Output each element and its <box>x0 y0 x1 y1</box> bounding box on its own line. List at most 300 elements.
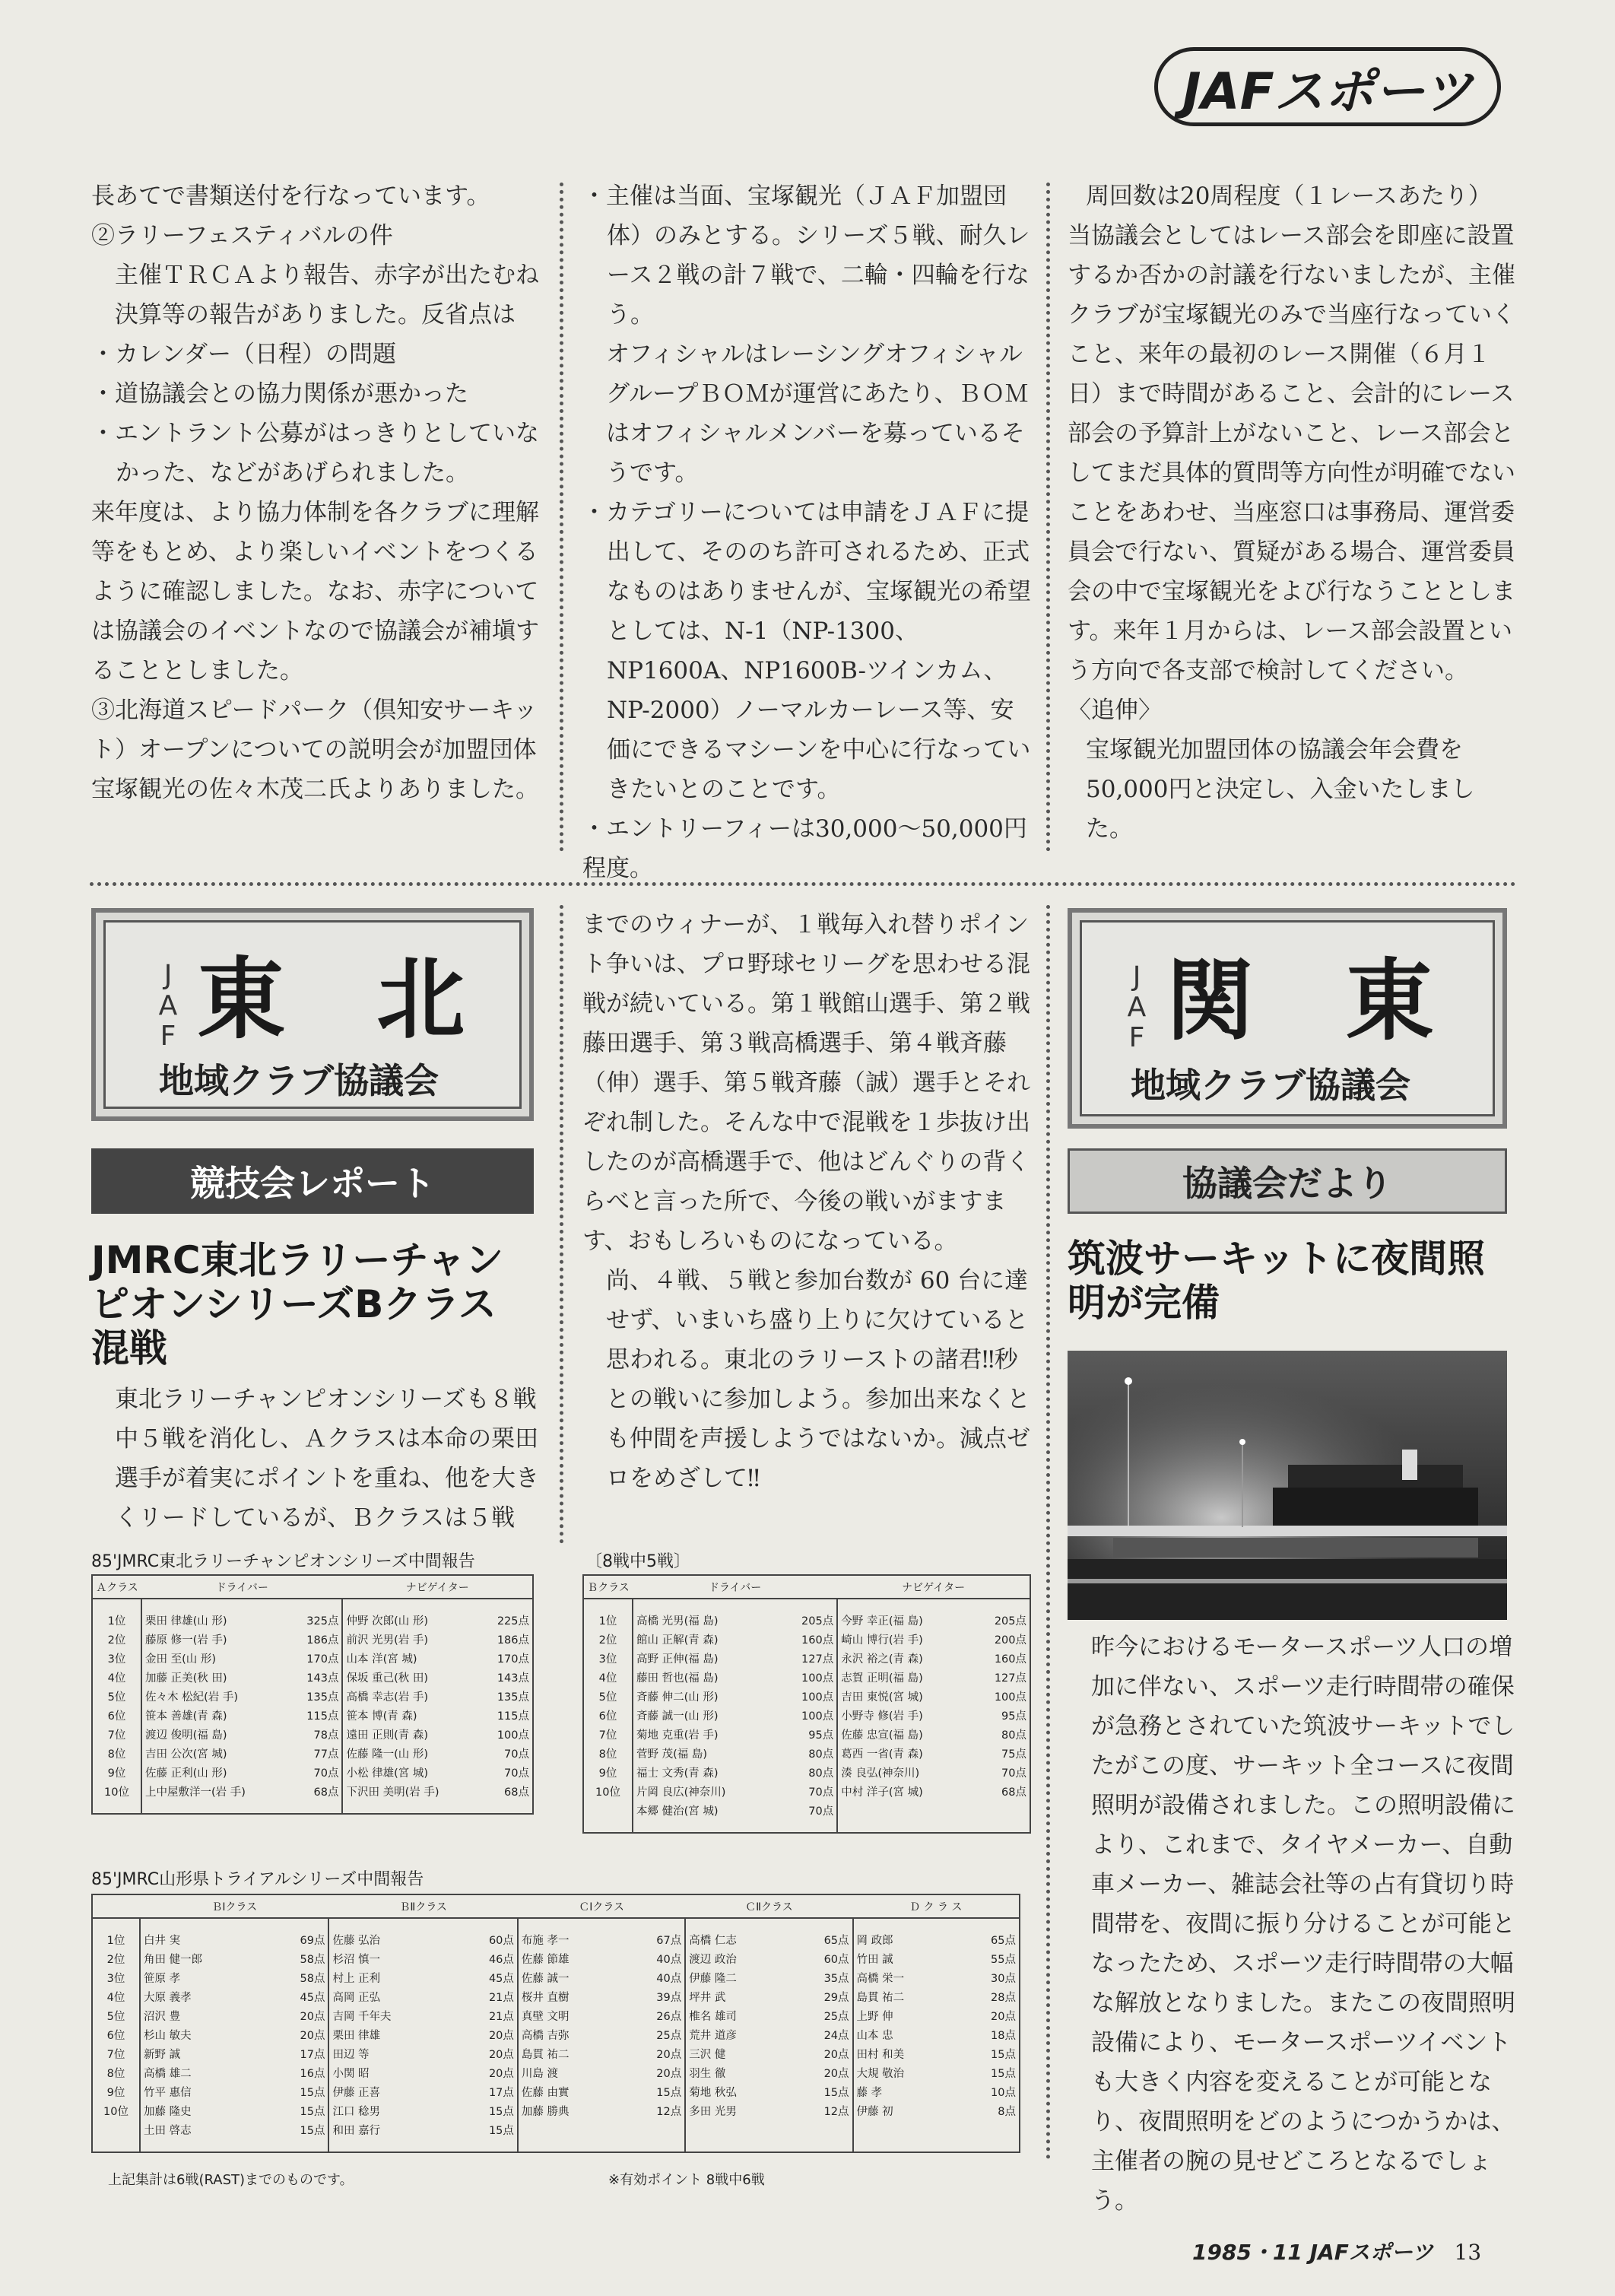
table-cell: 佐藤 隆一(山 形) <box>342 1745 479 1764</box>
table-cell: 佐々木 松紀(岩 手) <box>141 1688 289 1707</box>
paragraph: 当協議会としてはレース部会を即座に設置するか否かの討議を行ないましたが、主催クラブが宝塚観光のみで当座行なっていくこと、来年の最初のレース開催（６月１日）まで時間があること、会計的にレース部会の予算計上がないこと、レース部会としてまだ具体的質問等方向性が明確でないことをあわせ、当座窓口は事務局、運営委員会で行ない、質疑がある場合、運営委員会の中で宝塚観光をよび行なうこととします。来年１月からは、レース部会設置という方向で各支部で検討してください。 <box>1068 222 1515 684</box>
paragraph: 尚、４戦、５戦と参加台数が 60 台に達せず、いまいち盛り上りに欠けていると思われる。東北のラリーストの諸君‼秒との戦いに参加しよう。参加出来なくとも仲間を声援しようではないか。減点ゼロをめざして‼ <box>606 1267 1030 1492</box>
table-row <box>93 1612 532 1631</box>
table-cell: 白井 実 <box>140 1932 267 1951</box>
table-cell: 20点 <box>488 2068 514 2080</box>
table-row <box>93 2065 1019 2084</box>
table-cell: 100点 <box>801 1710 834 1723</box>
table-cell: 70点 <box>808 1786 834 1799</box>
table-cell: 菅野 茂(福 島) <box>633 1745 779 1764</box>
paragraph: ・カテゴリーについては申請をＪＡＦに提出して、そののち許可されるため、正式なものはありませんが、宝塚観光の希望としては、N-1（NP-1300、NP1600A、NP1600B-ツインカム、NP-2000）ノーマルカーレース等、安価にできるマシーンを中心に行なっていきたいとのことです。 <box>582 499 1031 803</box>
table-header <box>93 1895 140 1918</box>
table-cell: 仲野 次郎(山 形) <box>342 1612 479 1631</box>
table-cell: 笹原 孝 <box>140 1970 267 1989</box>
table-cell: 多田 光男 <box>685 2103 791 2122</box>
table-row <box>93 1764 532 1783</box>
table-cell: 21点 <box>488 2011 514 2023</box>
table-cell: 中村 洋子(宮 城) <box>837 1783 972 1802</box>
table-cell: 4位 <box>107 1672 126 1685</box>
table-cell: 20点 <box>300 2011 325 2023</box>
table-cell: 加藤 正美(秋 田) <box>141 1669 289 1688</box>
table-cell: 15点 <box>300 2087 325 2099</box>
table-cell: 高橋 吉弥 <box>518 2027 623 2046</box>
table-cell <box>623 2122 685 2141</box>
table-cell: 高橋 雄二 <box>140 2065 267 2084</box>
table-cell: 78点 <box>313 1729 339 1742</box>
table-header: Ｂクラス <box>584 1576 633 1599</box>
article-body: 昨今におけるモータースポーツ人口の増加に伴ない、スポーツ走行時間帯の確保が急務とされていた筑波サーキットでしたがこの度、サーキット全コースに夜間照明が設備されました。この照明設備により、これまで、タイヤメーカー、自動車メーカー、雑誌会社等の占有貸切り時間帯を、夜間に振り分けることが可能となったため、スポーツ走行時間帯の大幅な解放となりました。またこの夜間照明設備により、モータースポーツイベントも大きく内容を変えることが可能となり、夜間照明をどのようにつかうかは、主催者の腕の見せどころとなるでしょう。 <box>1091 1634 1515 2215</box>
table-header: ドライバー <box>141 1576 342 1599</box>
table-cell: 新野 誠 <box>140 2046 267 2065</box>
paragraph: ・エントラント公募がはっきりとしていなかった、などがあげられました。 <box>91 420 539 487</box>
table-header: Ｄ ク ラ ス <box>853 1895 1019 1918</box>
table-row <box>93 1707 532 1726</box>
table-header: ＢⅠクラス <box>140 1895 328 1918</box>
table-cell: 143点 <box>497 1672 529 1685</box>
table-cell: 15点 <box>488 2125 514 2137</box>
table-cell: 和田 嘉行 <box>328 2122 455 2141</box>
table-cell: 80点 <box>808 1767 834 1780</box>
table-cell: 115点 <box>306 1710 339 1723</box>
table-cell: 5位 <box>106 2011 125 2023</box>
table-cell: 15点 <box>300 2125 325 2137</box>
table-header: ナビゲイター <box>837 1576 1030 1599</box>
table-cell: 1位 <box>106 1935 125 1947</box>
table-cell: 2位 <box>107 1634 126 1647</box>
table-cell: 65点 <box>991 1935 1016 1947</box>
table-cell: 18点 <box>991 2030 1016 2042</box>
table-cell: 山本 忠 <box>853 2027 959 2046</box>
table-cell <box>972 1802 1030 1821</box>
table-cell: 115点 <box>497 1710 529 1723</box>
table-cell: 金田 至(山 形) <box>141 1650 289 1669</box>
table-row <box>93 2046 1019 2065</box>
table-note: 上記集計は6戦(RAST)までのものです。 <box>108 2172 354 2188</box>
table-cell: 70点 <box>1001 1767 1026 1780</box>
table-cell: 高橋 栄一 <box>853 1970 959 1989</box>
column-divider <box>560 905 563 1544</box>
table-cell <box>837 1802 972 1821</box>
table-cell: 崎山 博行(岩 手) <box>837 1631 972 1650</box>
table-cell: 9位 <box>598 1767 617 1780</box>
table-cell: 保坂 重己(秋 田) <box>342 1669 479 1688</box>
region-subtitle: 地域クラブ協議会 <box>159 1060 439 1101</box>
table-cell: 羽生 徹 <box>685 2065 791 2084</box>
table-row <box>93 1745 532 1764</box>
table-cell: 12点 <box>823 2106 849 2118</box>
table-cell <box>685 2122 791 2141</box>
table-cell: 135点 <box>497 1691 529 1704</box>
table-row <box>93 1688 532 1707</box>
article-body-column-2 <box>582 905 1031 1498</box>
table-header: ドライバー <box>633 1576 837 1599</box>
table-cell: 吉田 東悦(宮 城) <box>837 1688 972 1707</box>
table-cell: 佐藤 節雄 <box>518 1951 623 1970</box>
table-cell: 高橋 仁志 <box>685 1932 791 1951</box>
table-cell: 5位 <box>598 1691 617 1704</box>
table-cell: 5位 <box>107 1691 126 1704</box>
table-cell: 7位 <box>106 2049 125 2061</box>
table-cell: 竹田 誠 <box>853 1951 959 1970</box>
table-cell: 佐藤 由實 <box>518 2084 623 2103</box>
table-cell: 80点 <box>1001 1729 1026 1742</box>
table-header: ナビゲイター <box>342 1576 532 1599</box>
table-cell: 葛西 一省(青 森) <box>837 1745 972 1764</box>
table-cell: 高岡 正弘 <box>328 1989 455 2008</box>
table-cell: 栗田 律雄(山 形) <box>141 1612 289 1631</box>
table-row <box>93 2027 1019 2046</box>
table-caption: 85'JMRC東北ラリーチャンピオンシリーズ中間報告 <box>91 1552 475 1571</box>
table-cell: 10位 <box>595 1786 620 1799</box>
table-cell: 55点 <box>991 1954 1016 1966</box>
table-cell: 田村 和美 <box>853 2046 959 2065</box>
table-cell: 9位 <box>106 2087 125 2099</box>
table-cell: 3位 <box>107 1653 126 1666</box>
table-cell: 24点 <box>823 2030 849 2042</box>
table-cell: 加藤 勝典 <box>518 2103 623 2122</box>
table-cell: 沼沢 豊 <box>140 2008 267 2027</box>
issue-date: 1985・11 <box>1192 2240 1302 2265</box>
table-cell: 127点 <box>801 1653 834 1666</box>
table-cell: 205点 <box>801 1615 834 1628</box>
magazine-logo: JAFスポーツ <box>1154 47 1501 126</box>
table-cell: 100点 <box>497 1729 529 1742</box>
table-cell: 15点 <box>823 2087 849 2099</box>
jaf-vertical-label: J A F <box>1127 961 1147 1053</box>
table-row <box>93 1650 532 1669</box>
paragraph: 〈追伸〉 <box>1068 697 1162 724</box>
paragraph: オフィシャルはレーシングオフィシャルグループＢＯＭが運営にあたり、ＢＯＭはオフィシャルメンバーを募っているそうです。 <box>606 341 1029 487</box>
table-cell: 土田 啓志 <box>140 2122 267 2141</box>
table-cell: 17点 <box>300 2049 325 2061</box>
table-cell <box>584 1802 633 1821</box>
table-cell <box>791 2122 852 2141</box>
table-cell: 島貫 祐二 <box>853 1989 959 2008</box>
table-cell: 9位 <box>107 1767 126 1780</box>
table-row <box>93 1951 1019 1970</box>
table-cell: 布施 孝一 <box>518 1932 623 1951</box>
table-cell: 70点 <box>313 1767 339 1780</box>
page-number: 13 <box>1454 2240 1482 2265</box>
table-cell: 伊藤 隆二 <box>685 1970 791 1989</box>
table-cell: 20点 <box>488 2030 514 2042</box>
table-row <box>93 1970 1019 1989</box>
table-cell: 8位 <box>106 2068 125 2080</box>
table-row <box>584 1669 1030 1688</box>
table-cell: 68点 <box>1001 1786 1026 1799</box>
table-cell: 10位 <box>103 2106 129 2118</box>
table-cell: 片岡 良広(神奈川) <box>633 1783 779 1802</box>
paragraph: までのウィナーが、１戦毎入れ替りポイント争いは、プロ野球セリーグを思わせる混戦が続いている。第１戦館山選手、第２戦藤田選手、第３戦高橋選手、第４戦斉藤（伸）選手、第５戦斉藤（誠）選手とそれぞれ制した。そんな中で混戦を１歩抜け出したのが高橋選手で、他はどんぐりの背くらべと言った所で、今後の戦いがますます、おもしろいものになっている。 <box>582 911 1030 1255</box>
table-cell: 村上 正利 <box>328 1970 455 1989</box>
table-cell: 20点 <box>823 2049 849 2061</box>
table-cell: 6位 <box>106 2030 125 2042</box>
table-cell: 127点 <box>994 1672 1026 1685</box>
table-cell: 95点 <box>808 1729 834 1742</box>
table-cell: 今野 幸正(福 島) <box>837 1612 972 1631</box>
table-cell: 10位 <box>104 1786 129 1799</box>
table-row <box>93 1783 532 1802</box>
top-column-3 <box>1068 176 1516 849</box>
table-cell: 69点 <box>300 1935 325 1947</box>
table-cell: 58点 <box>300 1954 325 1966</box>
table-cell: 三沢 健 <box>685 2046 791 2065</box>
table-cell: 佐藤 誠一 <box>518 1970 623 1989</box>
table-cell: 椎名 雄司 <box>685 2008 791 2027</box>
paragraph: 来年度は、より協力体制を各クラブに理解等をもとめ、より楽しいイベントをつくるように確認しました。なお、赤字については協議会のイベントなので協議会が補塡することとしました。 <box>91 499 539 684</box>
table-cell: 1位 <box>107 1615 126 1628</box>
table-header: Ａクラス <box>93 1576 141 1599</box>
table-cell: 4位 <box>598 1672 617 1685</box>
table-cell: 100点 <box>801 1672 834 1685</box>
table-cell: 藤 孝 <box>853 2084 959 2103</box>
table-cell: 8点 <box>998 2106 1016 2118</box>
table-cell: 真壁 文明 <box>518 2008 623 2027</box>
table-cell <box>958 2122 1019 2141</box>
table-caption: 85'JMRC山形県トライアルシリーズ中間報告 <box>91 1870 424 1889</box>
region-name: 東 北 <box>197 948 496 1051</box>
top-column-2 <box>582 176 1031 888</box>
table-cell: 7位 <box>598 1729 617 1742</box>
table-cell: 川島 渡 <box>518 2065 623 2084</box>
table-cell: 20点 <box>823 2068 849 2080</box>
table-cell: 60点 <box>488 1935 514 1947</box>
table-cell: 12点 <box>656 2106 682 2118</box>
table-cell: 70点 <box>808 1805 834 1818</box>
table-cell: 山本 洋(宮 城) <box>342 1650 479 1669</box>
table-cell: 68点 <box>504 1786 529 1799</box>
paragraph: ・道協議会との協力関係が悪かった <box>91 380 468 408</box>
table-row <box>584 1688 1030 1707</box>
table-cell: 40点 <box>656 1973 682 1985</box>
table-cell: 17点 <box>488 2087 514 2099</box>
column-divider <box>1046 905 1050 2160</box>
table-cell: 湊 良弘(神奈川) <box>837 1764 972 1783</box>
table-cell: 福士 文秀(青 森) <box>633 1764 779 1783</box>
table-cell: 小関 昭 <box>328 2065 455 2084</box>
table-cell: 35点 <box>823 1973 849 1985</box>
table-cell: 20点 <box>300 2030 325 2042</box>
table-row <box>93 1726 532 1745</box>
paragraph: ②ラリーフェスティバルの件 <box>91 222 393 249</box>
table-cell: 20点 <box>656 2068 682 2080</box>
table-row <box>584 1707 1030 1726</box>
table-cell: 77点 <box>313 1748 339 1761</box>
table-cell: 25点 <box>656 2030 682 2042</box>
table-row <box>584 1802 1030 1821</box>
trial-series-table <box>93 1895 1019 2152</box>
table-cell: 前沢 光男(岩 手) <box>342 1631 479 1650</box>
table-cell: 225点 <box>497 1615 529 1628</box>
table-cell: 7位 <box>107 1729 126 1742</box>
table-cell: 上野 伸 <box>853 2008 959 2027</box>
table-cell: 渡辺 政治 <box>685 1951 791 1970</box>
region-subtitle: 地域クラブ協議会 <box>1131 1065 1410 1106</box>
paragraph: ・カレンダー（日程）の問題 <box>91 341 396 368</box>
table-cell: 70点 <box>504 1767 529 1780</box>
table-cell: 小野寺 修(岩 手) <box>837 1707 972 1726</box>
table-cell: 8位 <box>598 1748 617 1761</box>
table-row <box>93 2008 1019 2027</box>
kanto-region-box <box>1068 908 1507 1129</box>
table-row <box>93 1989 1019 2008</box>
table-cell: 杉沼 慎一 <box>328 1951 455 1970</box>
class-b-standings-table <box>584 1576 1030 1832</box>
table-cell: 岡 政郎 <box>853 1932 959 1951</box>
table-cell: 46点 <box>488 1954 514 1966</box>
issue-footer <box>1192 2236 1481 2266</box>
table-cell: 3位 <box>106 1973 125 1985</box>
table-cell: 45点 <box>300 1992 325 2004</box>
table-cell: 佐藤 正利(山 形) <box>141 1764 289 1783</box>
table-cell: 栗田 律雄 <box>328 2027 455 2046</box>
table-cell: 70点 <box>504 1748 529 1761</box>
table-cell: 2位 <box>598 1634 617 1647</box>
table-cell: 160点 <box>994 1653 1026 1666</box>
class-a-standings-table <box>93 1576 532 1813</box>
table-cell: 渡辺 俊明(福 島) <box>141 1726 289 1745</box>
table-cell: 高橋 光男(福 島) <box>633 1612 779 1631</box>
table-cell: 8位 <box>107 1748 126 1761</box>
table-cell: 80点 <box>808 1748 834 1761</box>
paragraph: 宝塚観光加盟団体の協議会年会費を50,000円と決定し、入金いたしました。 <box>1086 736 1475 843</box>
table-cell: 伊藤 初 <box>853 2103 959 2122</box>
table-cell: 江口 稔男 <box>328 2103 455 2122</box>
table-cell: 95点 <box>1001 1710 1026 1723</box>
region-name: 関 東 <box>1166 950 1464 1053</box>
table-cell: 永沢 裕之(青 森) <box>837 1650 972 1669</box>
column-divider <box>1046 183 1050 852</box>
table-cell: 下沢田 美明(岩 手) <box>342 1783 479 1802</box>
article-headline: 筑波サーキットに夜間照明が完備 <box>1068 1237 1485 1325</box>
table-cell: 186点 <box>306 1634 339 1647</box>
paragraph: 長あてで書類送付を行なっています。 <box>91 183 490 210</box>
paragraph: ・エントリーフィーは30,000〜50,000円程度。 <box>582 815 1027 882</box>
table-cell: 65点 <box>823 1935 849 1947</box>
table-cell: 荒井 道彦 <box>685 2027 791 2046</box>
table-cell: 160点 <box>801 1634 834 1647</box>
table-cell: 2位 <box>106 1954 125 1966</box>
table-cell: 杉山 敏夫 <box>140 2027 267 2046</box>
article-body: 東北ラリーチャンピオンシリーズも８戦中５戦を消化し、Ａクラスは本命の栗田選手が着実にポイントを重ね、他を大きくリードしているが、Ｂクラスは５戦 <box>115 1386 539 1532</box>
table-row <box>93 2122 1019 2141</box>
table-cell <box>853 2122 959 2141</box>
table-cell: 100点 <box>801 1691 834 1704</box>
table-cell: 15点 <box>488 2106 514 2118</box>
table-header: ＣⅡクラス <box>685 1895 852 1918</box>
table-cell: 29点 <box>823 1992 849 2004</box>
table-cell: 大規 敬治 <box>853 2065 959 2084</box>
top-column-1 <box>91 176 540 809</box>
table-cell: 坪井 武 <box>685 1989 791 2008</box>
table-cell: 325点 <box>306 1615 339 1628</box>
table-cell: 15点 <box>991 2068 1016 2080</box>
table-row <box>584 1726 1030 1745</box>
table-cell: 170点 <box>306 1653 339 1666</box>
table-cell: 笹本 善雄(青 森) <box>141 1707 289 1726</box>
table-header: ＢⅡクラス <box>328 1895 517 1918</box>
table-cell: 30点 <box>991 1973 1016 1985</box>
jaf-vertical-label: J A F <box>158 960 178 1052</box>
table-cell: 加藤 隆史 <box>140 2103 267 2122</box>
table-cell: 186点 <box>497 1634 529 1647</box>
magazine-name: JAFスポーツ <box>1309 2240 1433 2265</box>
table-cell: 大原 義孝 <box>140 1989 267 2008</box>
table-cell: 6位 <box>598 1710 617 1723</box>
table-cell: 20点 <box>656 2049 682 2061</box>
table-cell: 菊地 克重(岩 手) <box>633 1726 779 1745</box>
table-cell <box>93 2122 140 2141</box>
column-divider <box>560 183 563 852</box>
table-cell: 3位 <box>598 1653 617 1666</box>
table-cell: 上中屋敷洋一(岩 手) <box>141 1783 289 1802</box>
table-cell: 100点 <box>994 1691 1026 1704</box>
table-cell: 28点 <box>991 1992 1016 2004</box>
table-cell: 15点 <box>300 2106 325 2118</box>
table-cell: 島貫 祐二 <box>518 2046 623 2065</box>
paragraph: ・主催は当面、宝塚観光（ＪＡＦ加盟団体）のみとする。シリーズ５戦、耐久レース２戦の計７戦で、二輪・四輪を行なう。 <box>582 183 1030 329</box>
paragraph: ③北海道スピードパーク（倶知安サーキット）オープンについての説明会が加盟団体宝塚観光の佐々木茂二氏よりありました。 <box>91 697 539 803</box>
table-cell: 200点 <box>994 1634 1026 1647</box>
tohoku-region-box <box>91 908 534 1121</box>
table-cell: 佐藤 弘治 <box>328 1932 455 1951</box>
paragraph: 周回数は20周程度（１レースあたり） <box>1086 183 1492 210</box>
table-cell: 6位 <box>107 1710 126 1723</box>
table-row <box>584 1631 1030 1650</box>
table-row <box>584 1745 1030 1764</box>
table-cell: 26点 <box>656 2011 682 2023</box>
table-cell: 39点 <box>656 1992 682 2004</box>
section-bar: 協議会だより <box>1068 1148 1507 1214</box>
table-row <box>584 1650 1030 1669</box>
table-cell: 67点 <box>656 1935 682 1947</box>
table-cell: 笹本 博(青 森) <box>342 1707 479 1726</box>
table-cell: 田辺 等 <box>328 2046 455 2065</box>
table-cell: 10点 <box>991 2087 1016 2099</box>
table-cell: 菊地 秋弘 <box>685 2084 791 2103</box>
table-cell: 68点 <box>313 1786 339 1799</box>
table-cell: 遠田 正則(青 森) <box>342 1726 479 1745</box>
table-cell: 吉田 公次(宮 城) <box>141 1745 289 1764</box>
table-cell: 伊藤 正喜 <box>328 2084 455 2103</box>
table-row <box>93 1669 532 1688</box>
table-cell: 館山 正解(青 森) <box>633 1631 779 1650</box>
table-row <box>584 1764 1030 1783</box>
article-headline: JMRC東北ラリーチャンピオンシリーズBクラス混戦 <box>91 1238 504 1370</box>
table-row <box>584 1612 1030 1631</box>
table-cell: 21点 <box>488 1992 514 2004</box>
circuit-night-photo <box>1068 1351 1507 1620</box>
table-cell: 135点 <box>306 1691 339 1704</box>
table-cell: 20点 <box>488 2049 514 2061</box>
table-cell: 4位 <box>106 1992 125 2004</box>
table-cell: 桜井 直樹 <box>518 1989 623 2008</box>
section-divider <box>90 882 1516 886</box>
table-cell: 20点 <box>991 2011 1016 2023</box>
table-cell: 16点 <box>300 2068 325 2080</box>
table-cell: 斉藤 誠一(山 形) <box>633 1707 779 1726</box>
table-cell: 志賀 正明(福 島) <box>837 1669 972 1688</box>
table-cell <box>518 2122 623 2141</box>
table-cell: 斉藤 伸二(山 形) <box>633 1688 779 1707</box>
table-row <box>93 1631 532 1650</box>
table-cell: 45点 <box>488 1973 514 1985</box>
table-cell: 藤田 哲也(福 島) <box>633 1669 779 1688</box>
table-cell: 1位 <box>598 1615 617 1628</box>
table-cell: 170点 <box>497 1653 529 1666</box>
table-cell: 58点 <box>300 1973 325 1985</box>
table-row <box>584 1783 1030 1802</box>
